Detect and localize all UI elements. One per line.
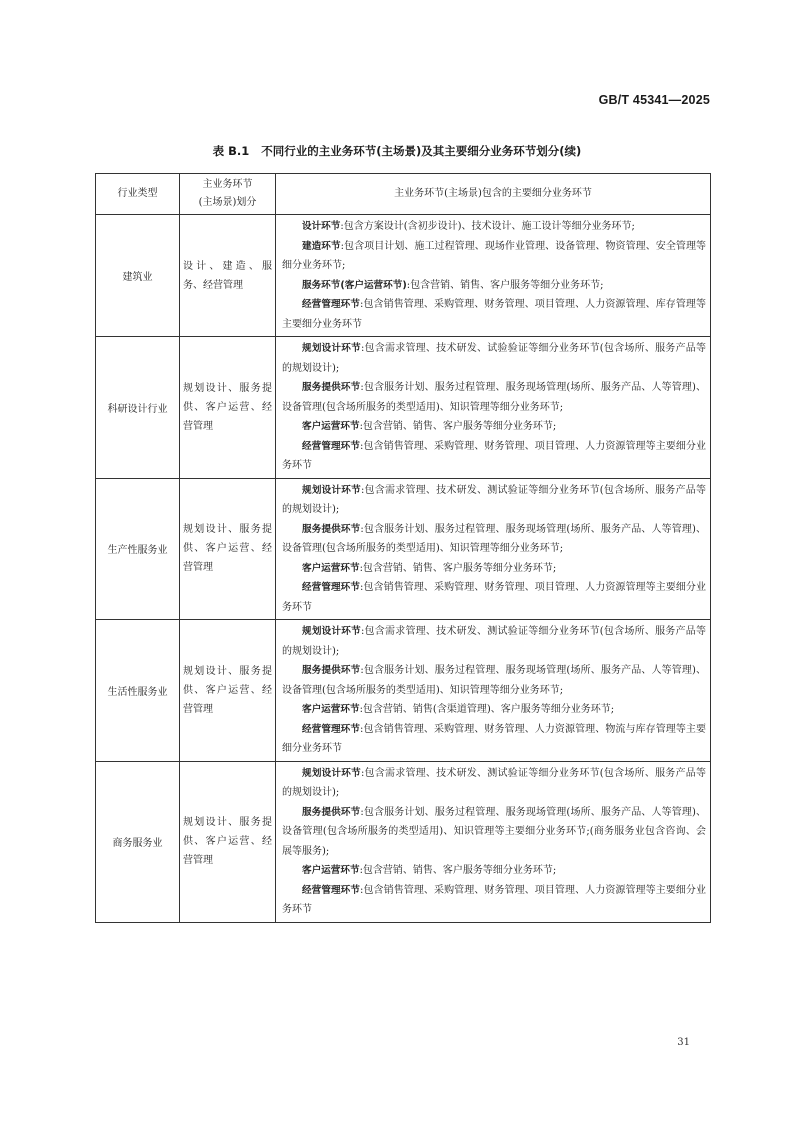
segment-description: :包含服务计划、服务过程管理、服务现场管理(场所、服务产品、人等管理)、设备管理(包含场所服务的类型适用)、知识管理等细分业务环节; bbox=[282, 523, 707, 554]
table-header-row bbox=[96, 174, 711, 215]
table-row bbox=[96, 761, 711, 922]
industry-type-cell: 科研设计行业 bbox=[96, 337, 180, 479]
segment-label: 客户运营环节 bbox=[302, 421, 360, 432]
segment-label: 客户运营环节 bbox=[302, 865, 360, 876]
sub-segments-cell bbox=[276, 761, 711, 922]
business-segment-table bbox=[95, 173, 711, 923]
header-industry-type: 行业类型 bbox=[96, 174, 180, 215]
segment-description: :包含需求管理、技术研发、试验验证等细分业务环节(包含场所、服务产品等的规划设计); bbox=[282, 343, 706, 374]
table-caption-title: 不同行业的主业务环节(主场景)及其主要细分业务环节划分(续) bbox=[261, 144, 582, 158]
sub-segment-entry bbox=[282, 417, 706, 437]
standard-number: GB/T 45341—2025 bbox=[598, 93, 710, 107]
sub-segment-entry bbox=[282, 520, 706, 559]
segment-description: :包含需求管理、技术研发、测试验证等细分业务环节(包含场所、服务产品等的规划设计); bbox=[282, 626, 706, 657]
segment-description: :包含服务计划、服务过程管理、服务现场管理(场所、服务产品、人等管理)、设备管理(包含场所服务的类型适用)、知识管理等细分业务环节; bbox=[282, 665, 707, 696]
segment-description: :包含销售管理、采购管理、财务管理、项目管理、人力资源管理等主要细分业务环节 bbox=[282, 884, 707, 915]
sub-segment-entry bbox=[282, 700, 706, 720]
sub-segment-entry bbox=[282, 861, 706, 881]
segment-label: 服务提供环节 bbox=[302, 523, 361, 535]
segment-description: :包含方案设计(含初步设计)、技术设计、施工设计等细分业务环节; bbox=[340, 221, 635, 232]
segment-label: 设计环节 bbox=[302, 221, 341, 232]
sub-segments-cell bbox=[276, 337, 711, 479]
segment-label: 规划设计环节 bbox=[302, 343, 361, 354]
industry-type-cell: 商务服务业 bbox=[96, 761, 180, 922]
sub-segment-entry bbox=[282, 720, 706, 759]
table-body bbox=[96, 215, 711, 923]
sub-segments-cell bbox=[276, 215, 711, 337]
segment-description: :包含项目计划、施工过程管理、现场作业管理、设备管理、物资管理、安全管理等细分业务环节; bbox=[282, 240, 707, 271]
segment-label: 服务提供环节 bbox=[302, 806, 361, 818]
sub-segment-entry bbox=[282, 803, 706, 862]
segment-label: 服务提供环节 bbox=[302, 382, 361, 393]
segment-label: 经营管理环节 bbox=[302, 884, 361, 896]
segment-label: 客户运营环节 bbox=[302, 704, 360, 715]
segment-label: 经营管理环节 bbox=[302, 723, 361, 735]
segment-label: 经营管理环节 bbox=[302, 582, 361, 593]
industry-type-cell: 生活性服务业 bbox=[96, 620, 180, 762]
segment-description: :包含营销、销售(含渠道管理)、客户服务等细分业务环节; bbox=[359, 704, 615, 715]
sub-segment-entry bbox=[282, 559, 706, 579]
segment-label: 服务提供环节 bbox=[302, 665, 361, 676]
segment-description: :包含销售管理、采购管理、财务管理、人力资源管理、物流与库存管理等主要细分业务环节 bbox=[282, 723, 707, 754]
sub-segment-entry bbox=[282, 237, 706, 276]
segment-label: 客户运营环节 bbox=[302, 562, 360, 574]
segment-description: :包含需求管理、技术研发、测试验证等细分业务环节(包含场所、服务产品等的规划设计); bbox=[282, 484, 706, 515]
sub-segment-entry bbox=[282, 764, 706, 803]
segment-label: 规划设计环节 bbox=[302, 626, 361, 637]
segment-description: :包含营销、销售、客户服务等细分业务环节; bbox=[406, 279, 604, 291]
table-row bbox=[96, 337, 711, 479]
segment-label: 经营管理环节 bbox=[302, 299, 361, 310]
industry-type-cell: 建筑业 bbox=[96, 215, 180, 337]
header-main-segment-text: 主业务环节 (主场景)划分 bbox=[198, 179, 257, 208]
sub-segments-cell bbox=[276, 620, 711, 762]
segment-description: :包含营销、销售、客户服务等细分业务环节; bbox=[359, 562, 557, 574]
segment-description: :包含服务计划、服务过程管理、服务现场管理(场所、服务产品、人等管理)、设备管理(包含场所服务的类型适用)、知识管理等主要细分业务环节;(商务服务业包含咨询、会展等服务); bbox=[282, 806, 707, 857]
sub-segment-entry bbox=[282, 881, 706, 920]
industry-type-cell: 生产性服务业 bbox=[96, 478, 180, 620]
segment-label: 经营管理环节 bbox=[302, 440, 361, 452]
segment-label: 规划设计环节 bbox=[302, 767, 361, 779]
table-caption bbox=[0, 143, 794, 159]
table-row bbox=[96, 620, 711, 762]
main-segment-cell: 规划设计、服务提供、客户运营、经营管理 bbox=[180, 620, 276, 762]
header-sub-segments: 主业务环节(主场景)包含的主要细分业务环节 bbox=[276, 174, 711, 215]
main-segment-cell: 规划设计、服务提供、客户运营、经营管理 bbox=[180, 337, 276, 479]
sub-segment-entry bbox=[282, 481, 706, 520]
segment-description: :包含需求管理、技术研发、测试验证等细分业务环节(包含场所、服务产品等的规划设计); bbox=[282, 767, 706, 798]
segment-label: 规划设计环节 bbox=[302, 484, 361, 496]
main-segment-cell: 规划设计、服务提供、客户运营、经营管理 bbox=[180, 761, 276, 922]
main-segment-cell: 规划设计、服务提供、客户运营、经营管理 bbox=[180, 478, 276, 620]
table-row bbox=[96, 215, 711, 337]
sub-segment-entry bbox=[282, 622, 706, 661]
sub-segment-entry bbox=[282, 437, 706, 476]
table-row bbox=[96, 478, 711, 620]
sub-segments-cell bbox=[276, 478, 711, 620]
sub-segment-entry bbox=[282, 217, 706, 237]
header-main-segment bbox=[180, 174, 276, 215]
sub-segment-entry bbox=[282, 661, 706, 700]
segment-description: :包含服务计划、服务过程管理、服务现场管理(场所、服务产品、人等管理)、设备管理(包含场所服务的类型适用)、知识管理等细分业务环节; bbox=[282, 382, 707, 413]
segment-description: :包含销售管理、采购管理、财务管理、项目管理、人力资源管理、库存管理等主要细分业务环节 bbox=[282, 299, 707, 330]
sub-segment-entry bbox=[282, 378, 706, 417]
page-number: 31 bbox=[677, 1037, 690, 1048]
segment-description: :包含营销、销售、客户服务等细分业务环节; bbox=[359, 421, 557, 432]
segment-description: :包含销售管理、采购管理、财务管理、项目管理、人力资源管理等主要细分业务环节 bbox=[282, 440, 707, 471]
sub-segment-entry bbox=[282, 578, 706, 617]
segment-description: :包含销售管理、采购管理、财务管理、项目管理、人力资源管理等主要细分业务环节 bbox=[282, 582, 707, 613]
main-segment-cell: 设计、建造、服务、经营管理 bbox=[180, 215, 276, 337]
table-caption-label: 表 B.1 bbox=[212, 144, 250, 158]
sub-segment-entry bbox=[282, 339, 706, 378]
sub-segment-entry bbox=[282, 276, 706, 296]
sub-segment-entry bbox=[282, 295, 706, 334]
segment-label: 建造环节 bbox=[302, 240, 341, 252]
segment-label: 服务环节(客户运营环节) bbox=[302, 279, 407, 291]
segment-description: :包含营销、销售、客户服务等细分业务环节; bbox=[359, 865, 557, 876]
